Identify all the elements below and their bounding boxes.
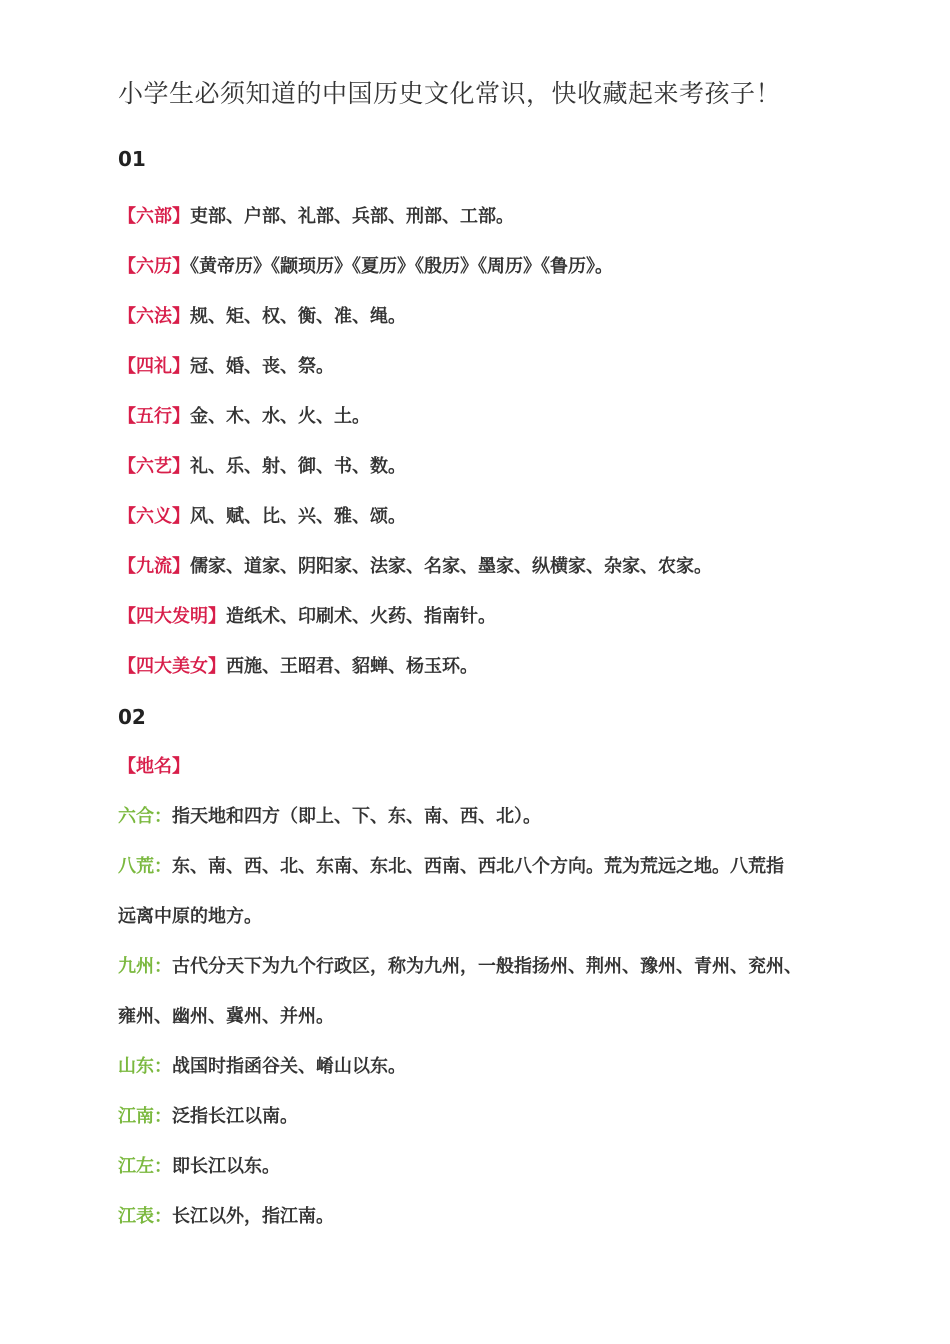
item-key: 八荒： [118, 856, 172, 877]
item-value: 礼、乐、射、御、书、数。 [190, 456, 406, 477]
list-item [118, 392, 888, 442]
item-value: 西施、王昭君、貂蝉、杨玉环。 [226, 656, 478, 677]
item-value: 战国时指函谷关、崤山以东。 [172, 1056, 406, 1077]
item-value: 规、矩、权、衡、准、绳。 [190, 306, 406, 327]
item-value: 《黄帝历》《颛顼历》《夏历》《殷历》《周历》《鲁历》。 [190, 256, 613, 277]
list-item [118, 242, 888, 292]
item-key: 【五行】 [118, 406, 190, 427]
item-key: 江南： [118, 1106, 172, 1127]
item-value: 金、木、水、火、土。 [190, 406, 370, 427]
item-key: 山东： [118, 1056, 172, 1077]
item-value: 即长江以东。 [172, 1156, 280, 1177]
section-number: 02 [118, 705, 146, 729]
item-key: 九州： [118, 956, 172, 977]
document-page [118, 72, 888, 1242]
list-item [118, 1092, 888, 1142]
item-key: 【四大美女】 [118, 656, 226, 677]
list-item-continuation: 雍州、幽州、冀州、并州。 [118, 1006, 334, 1027]
item-value: 冠、婚、丧、祭。 [190, 356, 334, 377]
section-01 [118, 144, 888, 692]
list-item [118, 1142, 888, 1192]
item-key: 【六法】 [118, 306, 190, 327]
item-key: 【六历】 [118, 256, 190, 277]
list-item [118, 842, 888, 892]
list-item [118, 542, 888, 592]
section-02 [118, 692, 888, 1242]
list-item [118, 1192, 888, 1242]
item-value: 指天地和四方（即上、下、东、南、西、北）。 [172, 806, 541, 827]
list-item [118, 642, 888, 692]
item-value: 儒家、道家、阴阳家、法家、名家、墨家、纵横家、杂家、农家。 [190, 556, 712, 577]
item-key: 【四大发明】 [118, 606, 226, 627]
item-key: 六合： [118, 806, 172, 827]
item-key: 【四礼】 [118, 356, 190, 377]
list-item [118, 192, 888, 242]
item-value: 造纸术、印刷术、火药、指南针。 [226, 606, 496, 627]
item-key: 江左： [118, 1156, 172, 1177]
list-item [118, 942, 888, 992]
item-value: 吏部、户部、礼部、兵部、刑部、工部。 [190, 206, 514, 227]
section-number: 01 [118, 147, 146, 171]
item-value: 风、赋、比、兴、雅、颂。 [190, 506, 406, 527]
item-value: 长江以外，指江南。 [172, 1206, 334, 1227]
item-key: 【六义】 [118, 506, 190, 527]
item-value: 古代分天下为九个行政区，称为九州，一般指扬州、荆州、豫州、青州、兖州、 [172, 956, 802, 977]
list-item [118, 342, 888, 392]
list-item [118, 792, 888, 842]
item-key: 【六部】 [118, 206, 190, 227]
list-item [118, 1042, 888, 1092]
list-item [118, 492, 888, 542]
list-item [118, 292, 888, 342]
list-item-continuation: 远离中原的地方。 [118, 906, 262, 927]
list-item [118, 442, 888, 492]
item-value: 东、南、西、北、东南、东北、西南、西北八个方向。荒为荒远之地。八荒指 [172, 856, 784, 877]
section-heading: 【地名】 [118, 756, 190, 777]
item-value: 泛指长江以南。 [172, 1106, 298, 1127]
page-title: 小学生必须知道的中国历史文化常识，快收藏起来考孩子！ [118, 79, 782, 108]
item-key: 【九流】 [118, 556, 190, 577]
item-key: 江表： [118, 1206, 172, 1227]
list-item [118, 592, 888, 642]
item-key: 【六艺】 [118, 456, 190, 477]
